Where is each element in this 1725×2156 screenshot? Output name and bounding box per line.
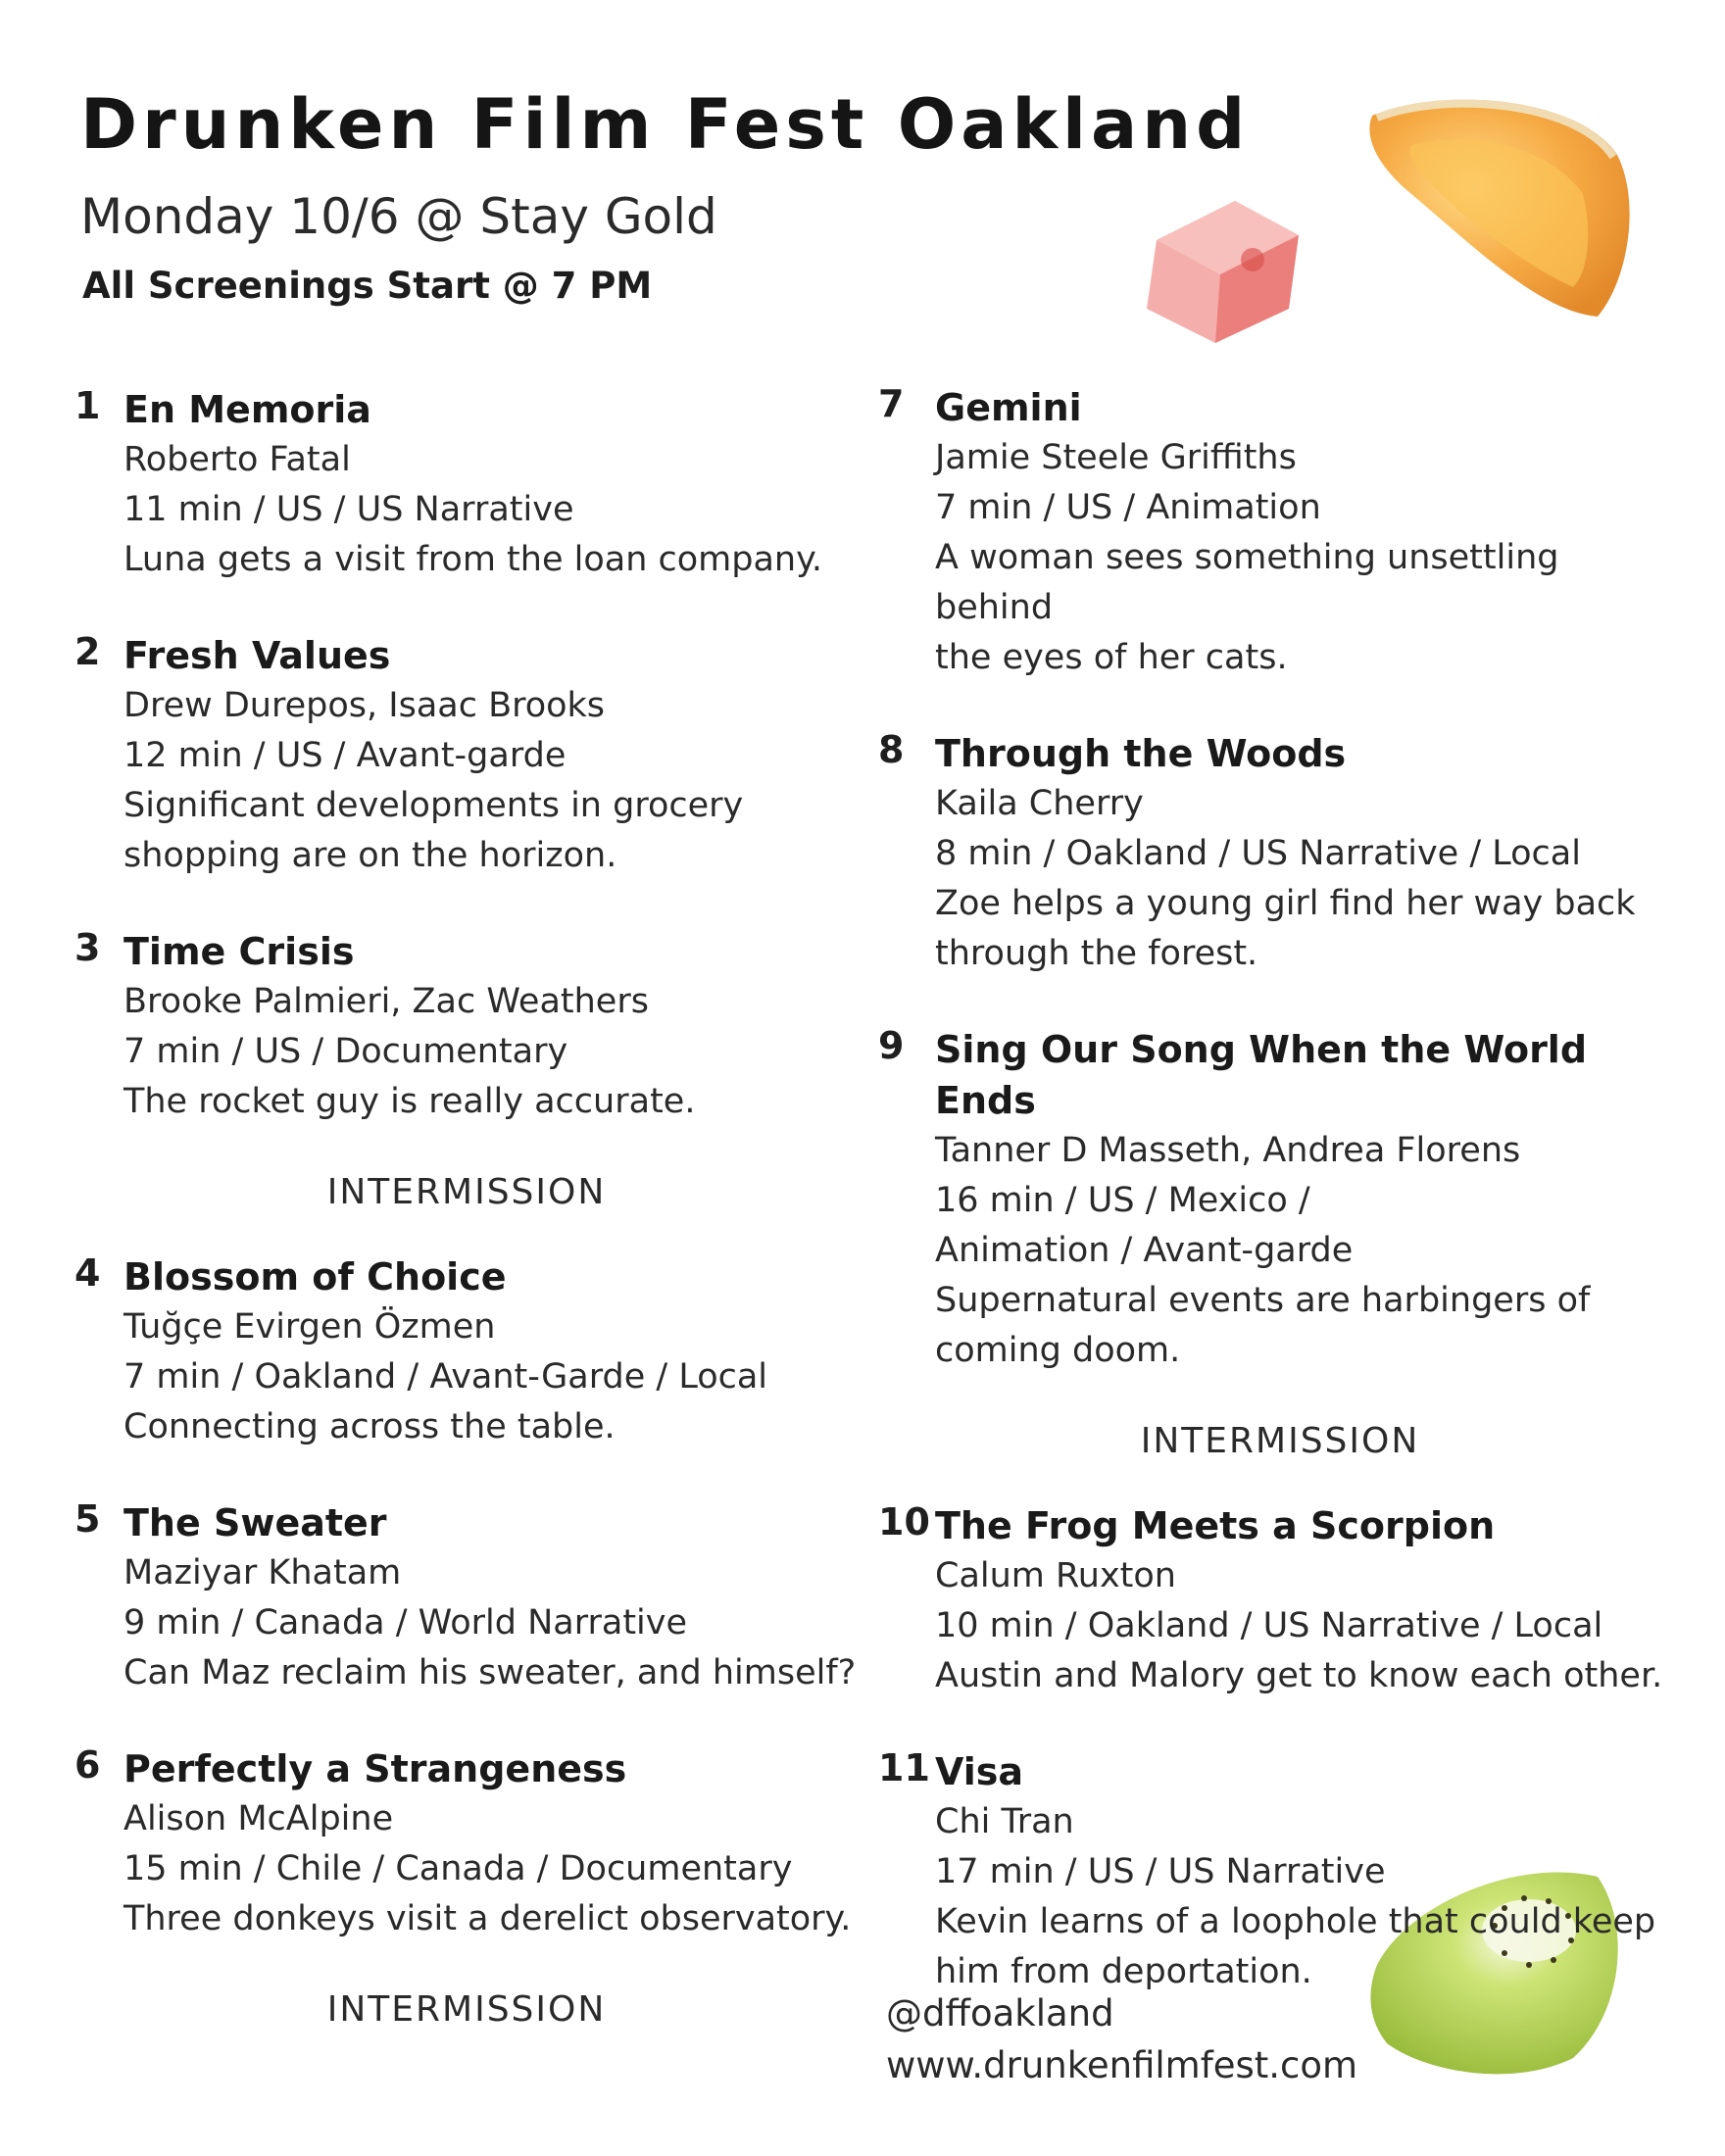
film-number: 1: [74, 384, 101, 427]
film-title: Fresh Values: [123, 634, 391, 677]
film-number: 4: [74, 1251, 101, 1295]
film-details: 7 min / US / Animation: [935, 488, 1321, 527]
film-description: the eyes of her cats.: [935, 638, 1288, 677]
film-details: 9 min / Canada / World Narrative: [123, 1603, 688, 1642]
film-entry: [74, 630, 859, 881]
film-director: Alison McAlpine: [123, 1799, 394, 1838]
film-director: Tanner D Masseth, Andrea Florens: [935, 1131, 1521, 1170]
film-title: Time Crisis: [123, 930, 355, 973]
film-number: 6: [74, 1743, 101, 1787]
film-director: Drew Durepos, Isaac Brooks: [123, 686, 606, 725]
film-title: Visa: [935, 1750, 1024, 1793]
film-details: 7 min / US / Documentary: [123, 1032, 568, 1071]
orange-slice-icon: [1353, 86, 1647, 331]
website-link[interactable]: www.drunkenfilmfest.com: [886, 2044, 1358, 2086]
film-details: 16 min / US / Mexico /: [935, 1181, 1310, 1220]
film-details: 17 min / US / US Narrative: [935, 1852, 1386, 1891]
film-entry: [74, 1497, 859, 1698]
film-number: 8: [878, 728, 905, 771]
film-description: Supernatural events are harbingers of: [935, 1281, 1591, 1320]
film-entry: [878, 1746, 1682, 1997]
film-details: 8 min / Oakland / US Narrative / Local: [935, 834, 1581, 873]
film-number: 10: [878, 1500, 930, 1544]
film-description: shopping are on the horizon.: [123, 836, 617, 875]
film-details: 11 min / US / US Narrative: [123, 490, 574, 529]
left-column: [74, 384, 859, 2069]
film-director: Jamie Steele Griffiths: [935, 438, 1297, 477]
event-subtitle: Monday 10/6 @ Stay Gold: [80, 188, 717, 245]
film-details: 15 min / Chile / Canada / Documentary: [123, 1849, 793, 1888]
intermission-label: INTERMISSION: [1140, 1421, 1420, 1461]
film-number: 3: [74, 926, 101, 969]
film-title: The Frog Meets a Scorpion: [935, 1504, 1496, 1547]
film-number: 9: [878, 1024, 905, 1067]
film-title: Through the Woods: [935, 732, 1347, 775]
film-number: 2: [74, 630, 101, 673]
film-details: 7 min / Oakland / Avant-Garde / Local: [123, 1357, 768, 1396]
candy-cube-icon: [1127, 181, 1323, 358]
film-director: Maziyar Khatam: [123, 1553, 402, 1592]
page-title: Drunken Film Fest Oakland: [80, 84, 1251, 165]
film-entry: [878, 1500, 1682, 1701]
film-details: 12 min / US / Avant-garde: [123, 736, 567, 775]
screening-time-note: All Screenings Start @ 7 PM: [82, 265, 653, 307]
film-description: Can Maz reclaim his sweater, and himself?: [123, 1653, 857, 1692]
film-director: Kaila Cherry: [935, 784, 1144, 823]
film-entry: [878, 1024, 1682, 1376]
film-description: him from deportation.: [935, 1952, 1312, 1991]
film-description: Significant developments in grocery: [123, 786, 744, 825]
film-description: Connecting across the table.: [123, 1407, 616, 1446]
film-details: Animation / Avant-garde: [935, 1231, 1354, 1270]
film-entry: [74, 384, 859, 585]
intermission-label: INTERMISSION: [326, 1989, 607, 2030]
film-entry: [74, 926, 859, 1127]
film-director: Calum Ruxton: [935, 1556, 1176, 1595]
film-description: Luna gets a visit from the loan company.: [123, 540, 822, 579]
film-title: Gemini: [935, 386, 1082, 429]
film-description: through the forest.: [935, 934, 1258, 973]
film-director: Roberto Fatal: [123, 440, 351, 479]
film-entry: [878, 728, 1682, 979]
film-details: 10 min / Oakland / US Narrative / Local: [935, 1606, 1603, 1645]
film-entry: [74, 1743, 859, 1944]
film-description: Zoe helps a young girl find her way back: [935, 884, 1636, 923]
film-number: 7: [878, 382, 905, 425]
film-director: Chi Tran: [935, 1802, 1074, 1841]
film-description: Three donkeys visit a derelict observatory.: [123, 1899, 852, 1938]
social-handle[interactable]: @dffoakland: [886, 1992, 1114, 2034]
film-director: Brooke Palmieri, Zac Weathers: [123, 982, 649, 1021]
film-title: The Sweater: [123, 1501, 387, 1544]
film-description: A woman sees something unsettling behind: [935, 538, 1559, 627]
film-title: Perfectly a Strangeness: [123, 1747, 627, 1790]
film-entry: [878, 382, 1682, 683]
film-description: coming doom.: [935, 1331, 1181, 1370]
film-director: Tuğçe Evirgen Özmen: [123, 1307, 496, 1347]
film-description: Kevin learns of a loophole that could keep: [935, 1902, 1656, 1941]
film-title: En Memoria: [123, 388, 371, 431]
right-column: [878, 382, 1682, 2042]
film-title: Blossom of Choice: [123, 1255, 507, 1298]
footer-links: [886, 1987, 1357, 2091]
film-description: Austin and Malory get to know each other.: [935, 1656, 1663, 1695]
film-number: 11: [878, 1746, 930, 1789]
film-description: The rocket guy is really accurate.: [123, 1082, 696, 1121]
film-title: Sing Our Song When the World Ends: [935, 1028, 1588, 1122]
film-number: 5: [74, 1497, 101, 1541]
film-entry: [74, 1251, 859, 1452]
intermission-label: INTERMISSION: [326, 1172, 607, 1212]
